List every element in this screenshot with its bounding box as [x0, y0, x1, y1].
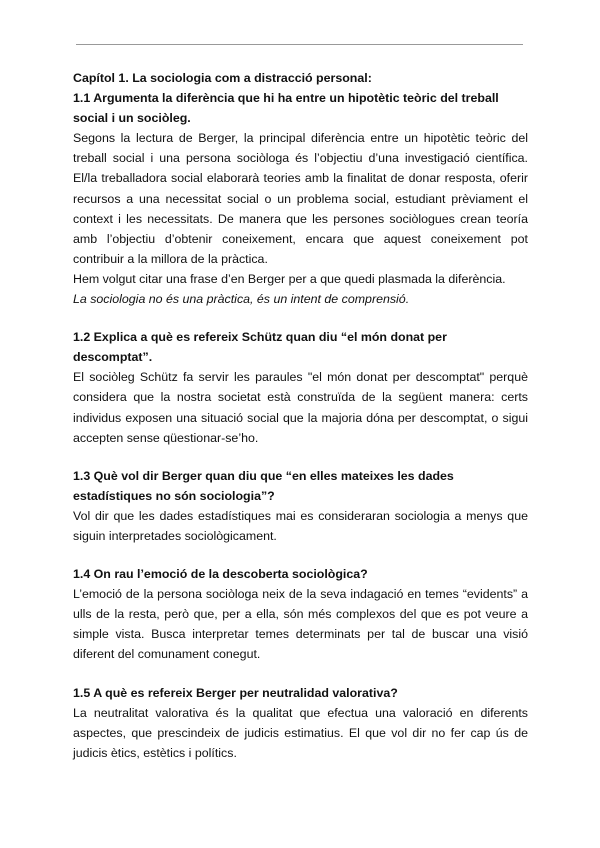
document-body	[73, 68, 528, 763]
section-1-3	[73, 466, 528, 546]
berger-quote: La sociologia no és una pràctica, és un intent de comprensió.	[73, 292, 410, 307]
section-heading: 1.3 Què vol dir Berger quan diu que “en elles mateixes les dades estadístiques no són sociologia”?	[73, 468, 454, 503]
section-heading: 1.5 A què es refereix Berger per neutralidad valorativa?	[73, 685, 398, 700]
section-paragraph: Hem volgut citar una frase d’en Berger per a que quedi plasmada la diferència.	[73, 271, 506, 286]
section-paragraph: Segons la lectura de Berger, la principal diferència entre un hipotètic teòric del treball social i una persona sociòloga és l’objectiu d’una investigació científica. El/la treballadora social elaborarà teories amb la finalitat de donar resposta, oferir recursos a una necessitat social o un problema social, estudiant prèviament el context i les necessitats. De manera que les persones sociòlogues crean teoría amb l’objectiu d’obtenir coneixement, encara que aquest coneixement pot contribuir a la millora de la pràctica.	[73, 131, 528, 266]
header-rule	[76, 44, 523, 45]
section-heading: 1.1 Argumenta la diferència que hi ha entre un hipotètic teòric del treball social i un sociòleg.	[73, 91, 499, 126]
section-paragraph: L’emoció de la persona sociòloga neix de la seva indagació en temes “evidents” a ulls de la resta, però que, per a ella, són més complexos del que es pot veure a simple vista. Busca interpretar temes determinats per tal de buscar una visió diferent del comunament conegut.	[73, 587, 528, 662]
section-1-4	[73, 564, 528, 664]
section-1-5	[73, 683, 528, 763]
chapter-title: Capítol 1. La sociologia com a distracció personal:	[73, 71, 372, 85]
section-1-1	[73, 88, 528, 309]
section-paragraph: La neutralitat valorativa és la qualitat que efectua una valoració en diferents aspectes, que prescindeix de judicis estimatius. El que vol dir no fer cap ús de judicis ètics, estètics i polítics.	[73, 705, 528, 760]
section-paragraph: El sociòleg Schütz fa servir les paraules "el món donat per descomptat" perquè considera que la nostra societat està construïda de la següent manera: certs individus exposen una situació social que la majoria dóna per descomptat, o sigui accepten sense qüestionar-se’ho.	[73, 370, 528, 445]
section-heading: 1.4 On rau l’emoció de la descoberta sociològica?	[73, 567, 368, 582]
section-1-2	[73, 327, 528, 448]
section-paragraph: Vol dir que les dades estadístiques mai es consideraran sociologia a menys que siguin interpretades sociològicament.	[73, 508, 528, 543]
section-heading: 1.2 Explica a què es refereix Schütz quan diu “el món donat per descomptat”.	[73, 330, 447, 365]
